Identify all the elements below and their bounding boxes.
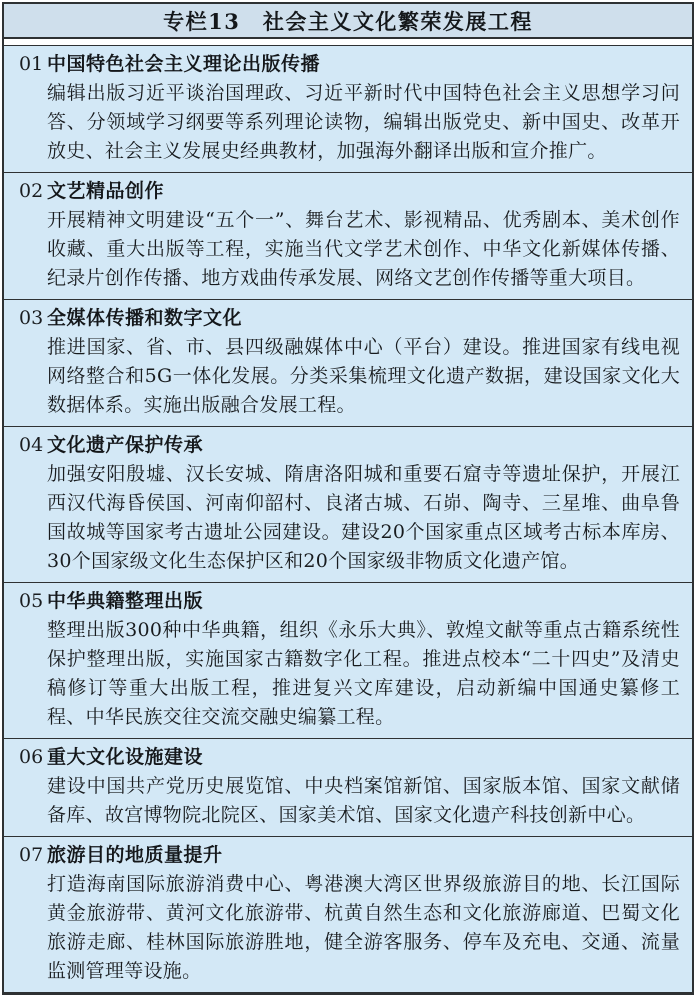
section-04 [4,426,692,582]
section-body: 打造海南国际旅游消费中心、粤港澳大湾区世界级旅游目的地、长江国际黄金旅游带、黄河文化旅游带、杭黄自然生态和文化旅游廊道、巴蜀文化旅游走廊、桂林国际旅游胜地，健全游客服务、停车及充电、交通、流量监测管理等设施。 [47,873,680,982]
section-heading-row [19,304,680,333]
section-heading: 文化遗产保护传承 [47,434,204,456]
section-number: 03 [19,307,44,329]
section-03 [4,299,692,426]
column-title: 专栏13 社会主义文化繁荣发展工程 [163,8,533,34]
section-01 [4,46,692,172]
column-content [4,46,692,992]
section-number: 04 [19,434,44,456]
section-07 [4,836,692,992]
section-number: 01 [19,53,44,75]
section-body: 开展精神文明建设“五个一”、舞台艺术、影视精品、优秀剧本、美术创作收藏、重大出版等工程，实施当代文学艺术创作、中华文化新媒体传播、纪录片创作传播、地方戏曲传承发展、网络文艺创作传播等重大项目。 [47,209,680,289]
section-heading: 中国特色社会主义理论出版传播 [47,53,321,75]
section-heading-row [19,431,680,460]
column-box [2,2,694,995]
section-heading-row [19,841,680,870]
section-number: 06 [19,746,44,768]
section-heading-row [19,743,680,772]
section-body: 编辑出版习近平谈治国理政、习近平新时代中国特色社会主义思想学习问答、分领域学习纲要等系列理论读物，编辑出版党史、新中国史、改革开放史、社会主义发展史经典教材，加强海外翻译出版和宣介推广。 [47,82,680,162]
section-heading: 重大文化设施建设 [47,746,204,768]
section-heading-row [19,50,680,79]
section-number: 07 [19,844,44,866]
section-body: 整理出版300种中华典籍，组织《永乐大典》、敦煌文献等重点古籍系统性保护整理出版，实施国家古籍数字化工程。推进点校本“二十四史”及清史稿修订等重大出版工程，推进复兴文库建设，启动新编中国通史纂修工程、中华民族交往交流交融史编纂工程。 [47,619,680,728]
section-heading: 旅游目的地质量提升 [47,844,223,866]
section-number: 02 [19,180,44,202]
section-body: 建设中国共产党历史展览馆、中央档案馆新馆、国家版本馆、国家文献储备库、故宫博物院北院区、国家美术馆、国家文化遗产科技创新中心。 [47,775,680,826]
section-02 [4,172,692,299]
section-heading: 中华典籍整理出版 [47,590,204,612]
section-heading-row [19,177,680,206]
title-divider-gap [4,39,692,46]
section-heading: 全媒体传播和数字文化 [47,307,243,329]
section-body: 推进国家、省、市、县四级融媒体中心（平台）建设。推进国家有线电视网络整合和5G一体化发展。分类采集梳理文化遗产数据，建设国家文化大数据体系。实施出版融合发展工程。 [47,336,680,416]
column-title-bar [4,4,692,39]
section-number: 05 [19,590,44,612]
section-heading: 文艺精品创作 [47,180,165,202]
section-body: 加强安阳殷墟、汉长安城、隋唐洛阳城和重要石窟寺等遗址保护，开展江西汉代海昏侯国、河南仰韶村、良渚古城、石峁、陶寺、三星堆、曲阜鲁国故城等国家考古遗址公园建设。建设20个国家重点区域考古标本库房、30个国家级文化生态保护区和20个国家级非物质文化遗产馆。 [47,463,680,572]
section-05 [4,582,692,738]
section-heading-row [19,587,680,616]
section-06 [4,738,692,836]
